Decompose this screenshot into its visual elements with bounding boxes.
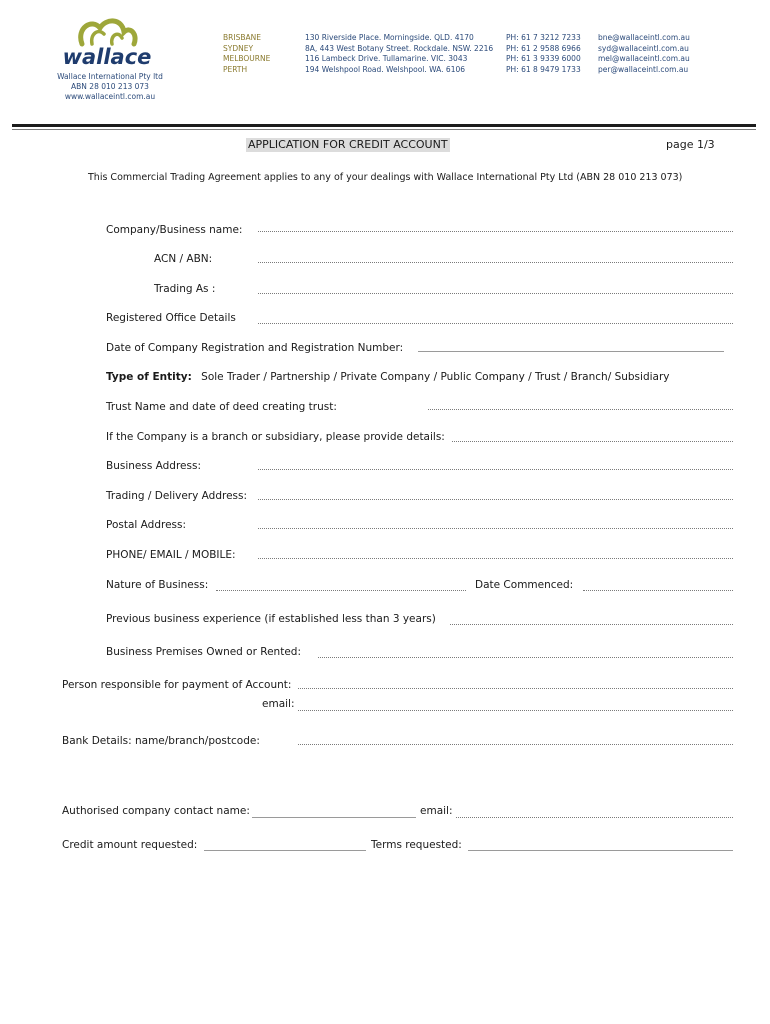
header-divider-thick: [12, 124, 756, 127]
phone-email-mobile-label: PHONE/ EMAIL / MOBILE:: [106, 549, 236, 561]
registration-date-label: Date of Company Registration and Registration Number:: [106, 342, 404, 354]
wallace-logo: [52, 14, 162, 70]
nature-of-business-field[interactable]: [216, 590, 466, 591]
branch-details-label: If the Company is a branch or subsidiary, please provide details:: [106, 431, 445, 443]
bank-details-field[interactable]: [298, 744, 733, 745]
entity-type-label: Type of Entity:: [106, 371, 192, 383]
phone-perth: PH: 61 8 9479 1733: [506, 64, 581, 74]
entity-type-options[interactable]: Sole Trader / Partnership / Private Company / Public Company / Trust / Branch/ Subsidiary: [201, 371, 670, 383]
entity-type-row: [106, 370, 670, 384]
nature-of-business-label: Nature of Business:: [106, 579, 209, 591]
trading-as-label: Trading As :: [154, 283, 216, 295]
phone-sydney: PH: 61 2 9588 6966: [506, 43, 581, 53]
office-phones: [506, 33, 581, 75]
city-brisbane: BRISBANE: [223, 33, 261, 42]
company-name-field[interactable]: [258, 231, 733, 232]
trust-name-label: Trust Name and date of deed creating trust:: [106, 401, 337, 413]
header-divider-thin: [12, 129, 756, 130]
company-name-label: Company/Business name:: [106, 224, 243, 236]
acn-abn-field[interactable]: [258, 262, 733, 263]
person-responsible-label: Person responsible for payment of Account:: [62, 679, 292, 691]
previous-experience-field[interactable]: [450, 624, 733, 625]
city-melbourne: MELBOURNE: [223, 54, 271, 63]
office-emails: [598, 33, 690, 75]
page-number: page 1/3: [666, 138, 715, 151]
logo-wordmark: wallace: [62, 45, 152, 69]
email-sydney[interactable]: syd@wallaceintl.com.au: [598, 43, 689, 53]
date-commenced-field[interactable]: [583, 590, 733, 591]
email-perth[interactable]: per@wallaceintl.com.au: [598, 64, 689, 74]
phone-email-mobile-field[interactable]: [258, 558, 733, 559]
address-perth: 194 Welshpool Road. Welshpool. WA. 6106: [305, 64, 466, 74]
terms-requested-field[interactable]: [468, 850, 733, 851]
postal-address-field[interactable]: [258, 528, 733, 529]
bank-details-label: Bank Details: name/branch/postcode:: [62, 735, 260, 747]
delivery-address-field[interactable]: [258, 499, 733, 500]
postal-address-label: Postal Address:: [106, 519, 187, 531]
business-address-field[interactable]: [258, 469, 733, 470]
phone-brisbane: PH: 61 7 3212 7233: [506, 33, 581, 42]
credit-amount-label: Credit amount requested:: [62, 839, 198, 851]
trust-name-field[interactable]: [428, 409, 733, 410]
address-brisbane: 130 Riverside Place. Morningside. QLD. 4170: [305, 33, 474, 42]
contact-name-label: Authorised company contact name:: [62, 805, 250, 817]
premises-label: Business Premises Owned or Rented:: [106, 646, 301, 658]
office-cities: [223, 33, 270, 75]
company-abn: ABN 28 010 213 073: [71, 82, 149, 91]
business-address-label: Business Address:: [106, 460, 201, 472]
city-sydney: SYDNEY: [223, 43, 254, 53]
intro-text: This Commercial Trading Agreement applies to any of your dealings with Wallace International Pty Ltd (ABN 28 010 213 073): [88, 172, 683, 183]
trading-as-field[interactable]: [258, 293, 733, 294]
premises-field[interactable]: [318, 657, 733, 658]
terms-requested-label: Terms requested:: [371, 839, 462, 851]
registered-office-field[interactable]: [258, 323, 733, 324]
document-title: APPLICATION FOR CREDIT ACCOUNT: [248, 138, 448, 151]
registration-date-field[interactable]: [418, 351, 724, 352]
office-addresses: [305, 33, 493, 75]
city-perth: PERTH: [223, 64, 248, 74]
previous-experience-label: Previous business experience (if established less than 3 years): [106, 613, 436, 625]
phone-melbourne: PH: 61 3 9339 6000: [506, 54, 581, 63]
credit-amount-field[interactable]: [204, 850, 366, 851]
date-commenced-label: Date Commenced:: [475, 579, 574, 591]
company-website[interactable]: www.wallaceintl.com.au: [64, 92, 156, 101]
email-brisbane[interactable]: bne@wallaceintl.com.au: [598, 33, 690, 42]
branch-details-field[interactable]: [452, 441, 733, 442]
contact-email-field[interactable]: [456, 817, 733, 818]
registered-office-label: Registered Office Details: [106, 312, 236, 324]
company-name: Wallace International Pty ltd: [57, 72, 163, 81]
person-responsible-field[interactable]: [298, 688, 733, 689]
delivery-address-label: Trading / Delivery Address:: [106, 490, 248, 502]
person-email-label: email:: [262, 698, 295, 710]
address-sydney: 8A, 443 West Botany Street. Rockdale. NSW. 2216: [305, 43, 494, 53]
contact-email-label: email:: [420, 805, 453, 817]
address-melbourne: 116 Lambeck Drive. Tullamarine. VIC. 3043: [305, 54, 468, 63]
email-melbourne[interactable]: mel@wallaceintl.com.au: [598, 54, 690, 63]
person-email-field[interactable]: [298, 710, 733, 711]
acn-abn-label: ACN / ABN:: [154, 253, 213, 265]
contact-name-field[interactable]: [252, 817, 416, 818]
